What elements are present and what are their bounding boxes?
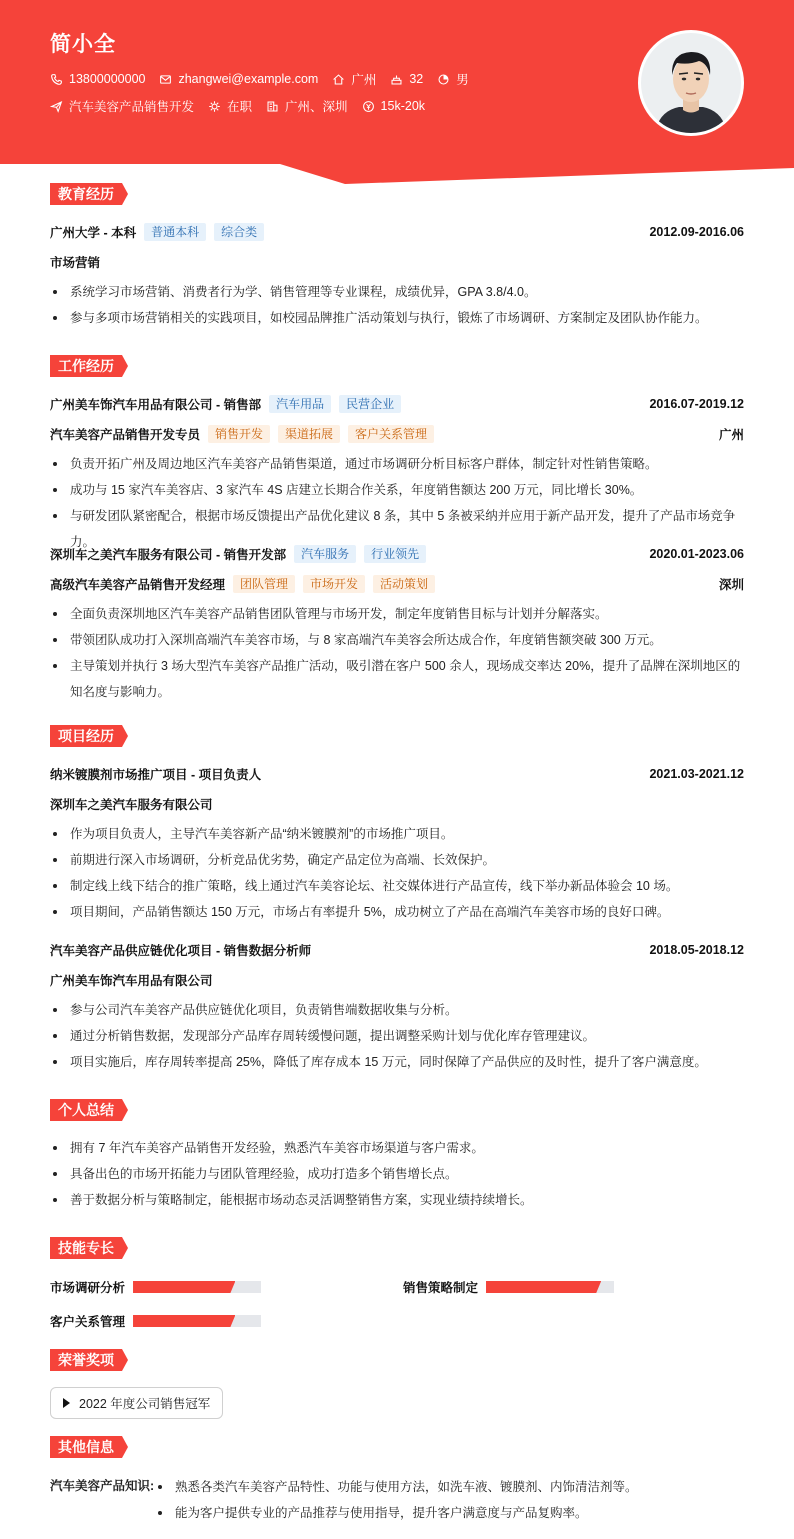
list-item: 项目期间，产品销售额达 150 万元，市场占有率提升 5%，成功树立了产品在高端汽车美容市场的良好口碑。: [50, 899, 744, 925]
section-other: [50, 1436, 744, 1458]
section-title: 项目经历: [50, 725, 122, 747]
major-row: [50, 253, 744, 271]
skill-level: [133, 1315, 235, 1327]
other-label: 汽车美容产品知识:: [50, 1479, 155, 1493]
job-tag: 销售开发: [208, 425, 270, 443]
list-item: 前期进行深入市场调研，分析竞品优劣势，确定产品定位为高端、长效保护。: [50, 847, 744, 873]
section-projects: [50, 725, 744, 747]
school-tag: 综合类: [214, 223, 264, 241]
section-awards: [50, 1349, 744, 1371]
job-tag: 活动策划: [373, 575, 435, 593]
job-city: 广州: [718, 428, 744, 442]
section-title: 其他信息: [50, 1436, 122, 1458]
job-city: 深圳: [718, 578, 744, 592]
job-title: 汽车美容产品销售开发专员: [50, 428, 201, 442]
skill-item: [403, 1278, 614, 1296]
work-bullets: [50, 451, 744, 555]
section-title: 工作经历: [50, 355, 122, 377]
major-name: 市场营销: [50, 256, 101, 270]
status-icon: [208, 100, 221, 113]
list-item: 参与多项市场营销相关的实践项目，如校园品牌推广活动策划与执行，锻炼了市场调研、方案制定及团队协作能力。: [50, 305, 744, 331]
section-title: 技能专长: [50, 1237, 122, 1259]
avatar-portrait: [641, 33, 741, 133]
city-item: [332, 70, 376, 88]
project-org: 深圳车之美汽车服务有限公司: [50, 798, 213, 812]
salary-text: 15k-20k: [380, 99, 426, 113]
list-item: 全面负责深圳地区汽车美容产品销售团队管理与市场开发，制定年度销售目标与计划并分解落实。: [50, 601, 744, 627]
list-item: 参与公司汽车美容产品供应链优化项目，负责销售端数据收集与分析。: [50, 997, 744, 1023]
project-name: 纳米镀膜剂市场推广项目 - 项目负责人: [50, 768, 262, 782]
project-date: 2018.05-2018.12: [649, 943, 744, 957]
skill-name: 客户关系管理: [50, 1315, 126, 1329]
list-item: 带领团队成功打入深圳高端汽车美容市场，与 8 家高端汽车美容会所达成合作，年度销售额突破 300 万元。: [50, 627, 744, 653]
section-work: [50, 355, 744, 377]
list-item: 具备出色的市场开拓能力与团队管理经验，成功打造多个销售增长点。: [50, 1161, 744, 1187]
avatar: [638, 30, 744, 136]
list-item: 能为客户提供专业的产品推荐与使用指导，提升客户满意度与产品复购率。: [155, 1500, 745, 1526]
work-title-row: [50, 425, 744, 443]
skill-item: [50, 1312, 261, 1330]
list-item: 成功与 15 家汽车美容店、3 家汽车 4S 店建立长期合作关系，年度销售额达 200 万元，同比增长 30%。: [50, 477, 744, 503]
age-icon: [390, 73, 403, 86]
skill-bar: [133, 1281, 261, 1293]
company-tag: 民营企业: [339, 395, 401, 413]
section-title: 个人总结: [50, 1099, 122, 1121]
section-summary: [50, 1099, 744, 1121]
project-header: [50, 765, 744, 783]
project-org-row: [50, 795, 744, 813]
status-item: [208, 97, 252, 115]
section-divider: [50, 1447, 744, 1448]
project-name: 汽车美容产品供应链优化项目 - 销售数据分析师: [50, 944, 312, 958]
candidate-name: 简小全: [50, 33, 116, 56]
project-bullets: [50, 997, 744, 1075]
email-text: zhangwei@example.com: [178, 72, 319, 86]
list-item: 作为项目负责人，主导汽车美容新产品“纳米镀膜剂”的市场推广项目。: [50, 821, 744, 847]
company-name: 深圳车之美汽车服务有限公司 - 销售开发部: [50, 548, 287, 562]
list-item: 善于数据分析与策略制定，能根据市场动态灵活调整销售方案，实现业绩持续增长。: [50, 1187, 744, 1213]
list-item: 与研发团队紧密配合，根据市场反馈提出产品优化建议 8 条，其中 5 条被采纳并应用于新产品开发，提升了产品市场竞争力。: [50, 503, 744, 555]
work-title-row: [50, 575, 744, 593]
salary-icon: [362, 100, 375, 113]
target-position-item: [50, 97, 194, 115]
job-tag: 团队管理: [233, 575, 295, 593]
project-header: [50, 941, 744, 959]
job-intent-row: [50, 97, 439, 115]
job-tag: 市场开发: [303, 575, 365, 593]
project-org: 广州美车饰汽车用品有限公司: [50, 974, 213, 988]
salary-item: [362, 99, 425, 113]
section-divider: [50, 1360, 744, 1361]
resume-header: [0, 0, 794, 186]
school-name: 广州大学 - 本科: [50, 226, 137, 240]
section-divider: [50, 736, 744, 737]
section-divider: [50, 1110, 744, 1111]
section-divider: [50, 1248, 744, 1249]
section-skills: [50, 1237, 744, 1259]
skill-name: 市场调研分析: [50, 1281, 126, 1295]
company-tag: 行业领先: [364, 545, 426, 563]
company-tag: 汽车用品: [269, 395, 331, 413]
list-item: 主导策划并执行 3 场大型汽车美容产品推广活动，吸引潜在客户 500 余人，现场成交率达 20%，提升了品牌在深圳地区的知名度与影响力。: [50, 653, 744, 705]
status-text: 在职: [227, 100, 253, 114]
work-company-row: [50, 395, 744, 413]
list-item: 系统学习市场营销、消费者行为学、销售管理等专业课程，成绩优异，GPA 3.8/4.0。: [50, 279, 744, 305]
skill-level: [486, 1281, 601, 1293]
section-title: 荣誉奖项: [50, 1349, 122, 1371]
other-bullets: [155, 1474, 745, 1526]
section-divider: [50, 366, 744, 367]
target-position-text: 汽车美容产品销售开发: [69, 100, 195, 114]
education-bullets: [50, 279, 744, 331]
city-text: 广州: [351, 73, 377, 87]
education-header: [50, 223, 744, 241]
contact-row: [50, 70, 483, 88]
phone-icon: [50, 73, 63, 86]
list-item: 项目实施后，库存周转率提高 25%，降低了库存成本 15 万元，同时保障了产品供应的及时性，提升了客户满意度。: [50, 1049, 744, 1075]
job-title: 高级汽车美容产品销售开发经理: [50, 578, 226, 592]
skill-item: [50, 1278, 261, 1296]
skill-bar: [133, 1315, 261, 1327]
home-icon: [332, 73, 345, 86]
list-item: 负责开拓广州及周边地区汽车美容产品销售渠道，通过市场调研分析目标客户群体，制定针对性销售策略。: [50, 451, 744, 477]
send-icon: [50, 100, 63, 113]
company-name: 广州美车饰汽车用品有限公司 - 销售部: [50, 398, 262, 412]
work-date: 2020.01-2023.06: [649, 547, 744, 561]
phone-item: [50, 72, 145, 86]
phone-text: 13800000000: [69, 72, 146, 86]
award-item[interactable]: [50, 1387, 223, 1419]
gender-item: [437, 70, 469, 88]
job-tag: 渠道拓展: [278, 425, 340, 443]
list-item: 制定线上线下结合的推广策略，线上通过汽车美容论坛、社交媒体进行产品宣传，线下举办新品体验会 10 场。: [50, 873, 744, 899]
gender-icon: [437, 73, 450, 86]
skill-bar: [486, 1281, 614, 1293]
work-bullets: [50, 601, 744, 705]
project-bullets: [50, 821, 744, 925]
section-divider: [50, 194, 744, 195]
mail-icon: [159, 73, 172, 86]
target-city-item: [266, 97, 348, 115]
project-org-row: [50, 971, 744, 989]
skill-name: 销售策略制定: [403, 1281, 479, 1295]
project-date: 2021.03-2021.12: [649, 767, 744, 781]
summary-bullets: [50, 1135, 744, 1213]
gender-text: 男: [456, 73, 469, 87]
list-item: 熟悉各类汽车美容产品特性、功能与使用方法，如洗车液、镀膜剂、内饰清洁剂等。: [155, 1474, 745, 1500]
play-icon: [63, 1398, 70, 1408]
skill-level: [133, 1281, 235, 1293]
school-tag: 普通本科: [144, 223, 206, 241]
job-tag: 客户关系管理: [348, 425, 434, 443]
list-item: 拥有 7 年汽车美容产品销售开发经验，熟悉汽车美容市场渠道与客户需求。: [50, 1135, 744, 1161]
education-date: 2012.09-2016.06: [649, 225, 744, 239]
company-tag: 汽车服务: [294, 545, 356, 563]
award-label: 2022 年度公司销售冠军: [79, 1397, 211, 1411]
section-education: [50, 183, 744, 205]
work-company-row: [50, 545, 744, 563]
section-title: 教育经历: [50, 183, 122, 205]
list-item: 通过分析销售数据，发现部分产品库存周转缓慢问题，提出调整采购计划与优化库存管理建议。: [50, 1023, 744, 1049]
age-text: 32: [409, 72, 424, 86]
email-item: [159, 72, 318, 86]
work-date: 2016.07-2019.12: [649, 397, 744, 411]
building-icon: [266, 100, 279, 113]
target-city-text: 广州、深圳: [285, 100, 348, 114]
age-item: [390, 72, 423, 86]
